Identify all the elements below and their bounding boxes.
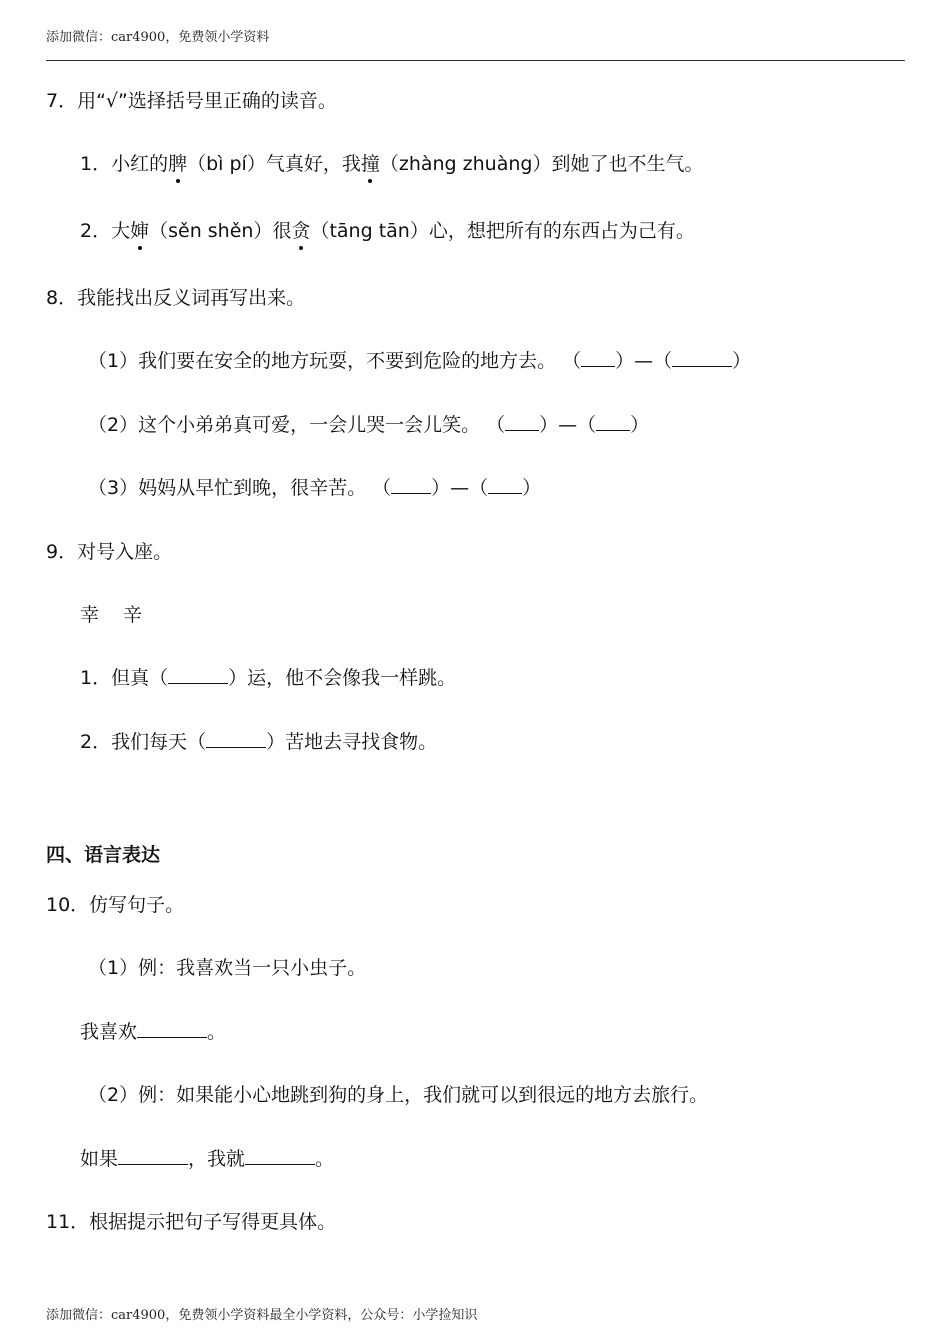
- answer-blank[interactable]: [245, 1146, 315, 1165]
- q8-item-3-open: （: [372, 477, 392, 499]
- answer-blank[interactable]: [118, 1146, 188, 1165]
- q7-s2-dotted-char-1: 婶: [130, 220, 150, 242]
- q8-item-2-open: （: [486, 414, 506, 436]
- q7-s2-part-a: 2．大: [80, 220, 131, 242]
- q8-item-3: [88, 475, 541, 501]
- q8-item-1-close: ）: [732, 350, 752, 372]
- q10-fill-2-part-c: 。: [315, 1148, 335, 1170]
- answer-blank[interactable]: [596, 412, 630, 431]
- q7-s2-part-b: （sěn shěn）很: [149, 220, 292, 242]
- q10-example-2: （2）例：如果能小心地跳到狗的身上，我们就可以到很远的地方去旅行。: [88, 1084, 709, 1106]
- q8-item-3-mid: ）—（: [431, 477, 489, 499]
- q7-s1-part-c: （zhàng zhuàng）到她了也不生气。: [379, 153, 704, 175]
- q10-fill-2-part-a: 如果: [80, 1148, 119, 1170]
- q10-fill-2: [80, 1146, 334, 1172]
- q7-sentence-1: [80, 151, 703, 177]
- q9-sentence-2: [80, 729, 437, 755]
- header-divider: [46, 60, 905, 61]
- q10-title: 10．仿写句子。: [46, 894, 185, 916]
- section-title: 四、语言表达: [46, 844, 161, 866]
- q8-item-3-close: ）: [522, 477, 542, 499]
- q9-choice-2: 辛: [123, 604, 143, 626]
- answer-blank[interactable]: [581, 348, 615, 367]
- answer-blank[interactable]: [137, 1019, 207, 1038]
- q7-s2-dotted-char-2: 贪: [291, 220, 311, 242]
- q7-sentence-2: [80, 218, 695, 244]
- q11-title: 11．根据提示把句子写得更具体。: [46, 1211, 337, 1233]
- q7-s2-part-c: （tāng tān）心，想把所有的东西占为己有。: [310, 220, 695, 242]
- answer-blank[interactable]: [488, 475, 522, 494]
- q9-choices: [80, 602, 166, 628]
- q9-s2-part-b: ）苦地去寻找食物。: [266, 731, 438, 753]
- q7-s1-part-b: （bì pí）气真好，我: [187, 153, 361, 175]
- q9-title: 9．对号入座。: [46, 541, 173, 563]
- q9-s1-part-a: 1．但真（: [80, 667, 169, 689]
- q7-s1-dotted-char-2: 撞: [360, 153, 380, 175]
- q8-item-1-open: （: [562, 350, 582, 372]
- q10-fill-1-part-a: 我喜欢: [80, 1021, 138, 1043]
- q8-title: 8．我能找出反义词再写出来。: [46, 287, 306, 309]
- q7-title: 7．用“√”选择括号里正确的读音。: [46, 90, 337, 112]
- q8-item-2-mid: ）—（: [539, 414, 597, 436]
- q9-s1-part-b: ）运，他不会像我一样跳。: [228, 667, 457, 689]
- q8-item-3-text: （3）妈妈从早忙到晚，很辛苦。: [88, 477, 367, 499]
- q9-s2-part-a: 2．我们每天（: [80, 731, 207, 753]
- q8-item-2: [88, 412, 649, 438]
- q10-fill-1-part-b: 。: [207, 1021, 227, 1043]
- answer-blank[interactable]: [168, 665, 228, 684]
- q9-sentence-1: [80, 665, 456, 691]
- answer-blank[interactable]: [505, 412, 539, 431]
- q8-item-2-text: （2）这个小弟弟真可爱，一会儿哭一会儿笑。: [88, 414, 481, 436]
- q8-item-1: [88, 348, 751, 374]
- answer-blank[interactable]: [391, 475, 431, 494]
- answer-blank[interactable]: [672, 348, 732, 367]
- answer-blank[interactable]: [206, 729, 266, 748]
- q10-fill-1: [80, 1019, 226, 1045]
- q8-item-2-close: ）: [630, 414, 650, 436]
- q7-s1-part-a: 1．小红的: [80, 153, 169, 175]
- q9-choice-1: 幸: [80, 604, 100, 626]
- q10-example-1: （1）例：我喜欢当一只小虫子。: [88, 957, 367, 979]
- q8-item-1-text: （1）我们要在安全的地方玩耍，不要到危险的地方去。: [88, 350, 557, 372]
- page-header: 添加微信：car4900，免费领小学资料: [46, 30, 270, 45]
- page-footer: 添加微信：car4900，免费领小学资料最全小学资料，公众号：小学捡知识: [46, 1308, 478, 1323]
- q10-fill-2-part-b: ，我就: [188, 1148, 246, 1170]
- q8-item-1-mid: ）—（: [615, 350, 673, 372]
- q7-s1-dotted-char-1: 脾: [168, 153, 188, 175]
